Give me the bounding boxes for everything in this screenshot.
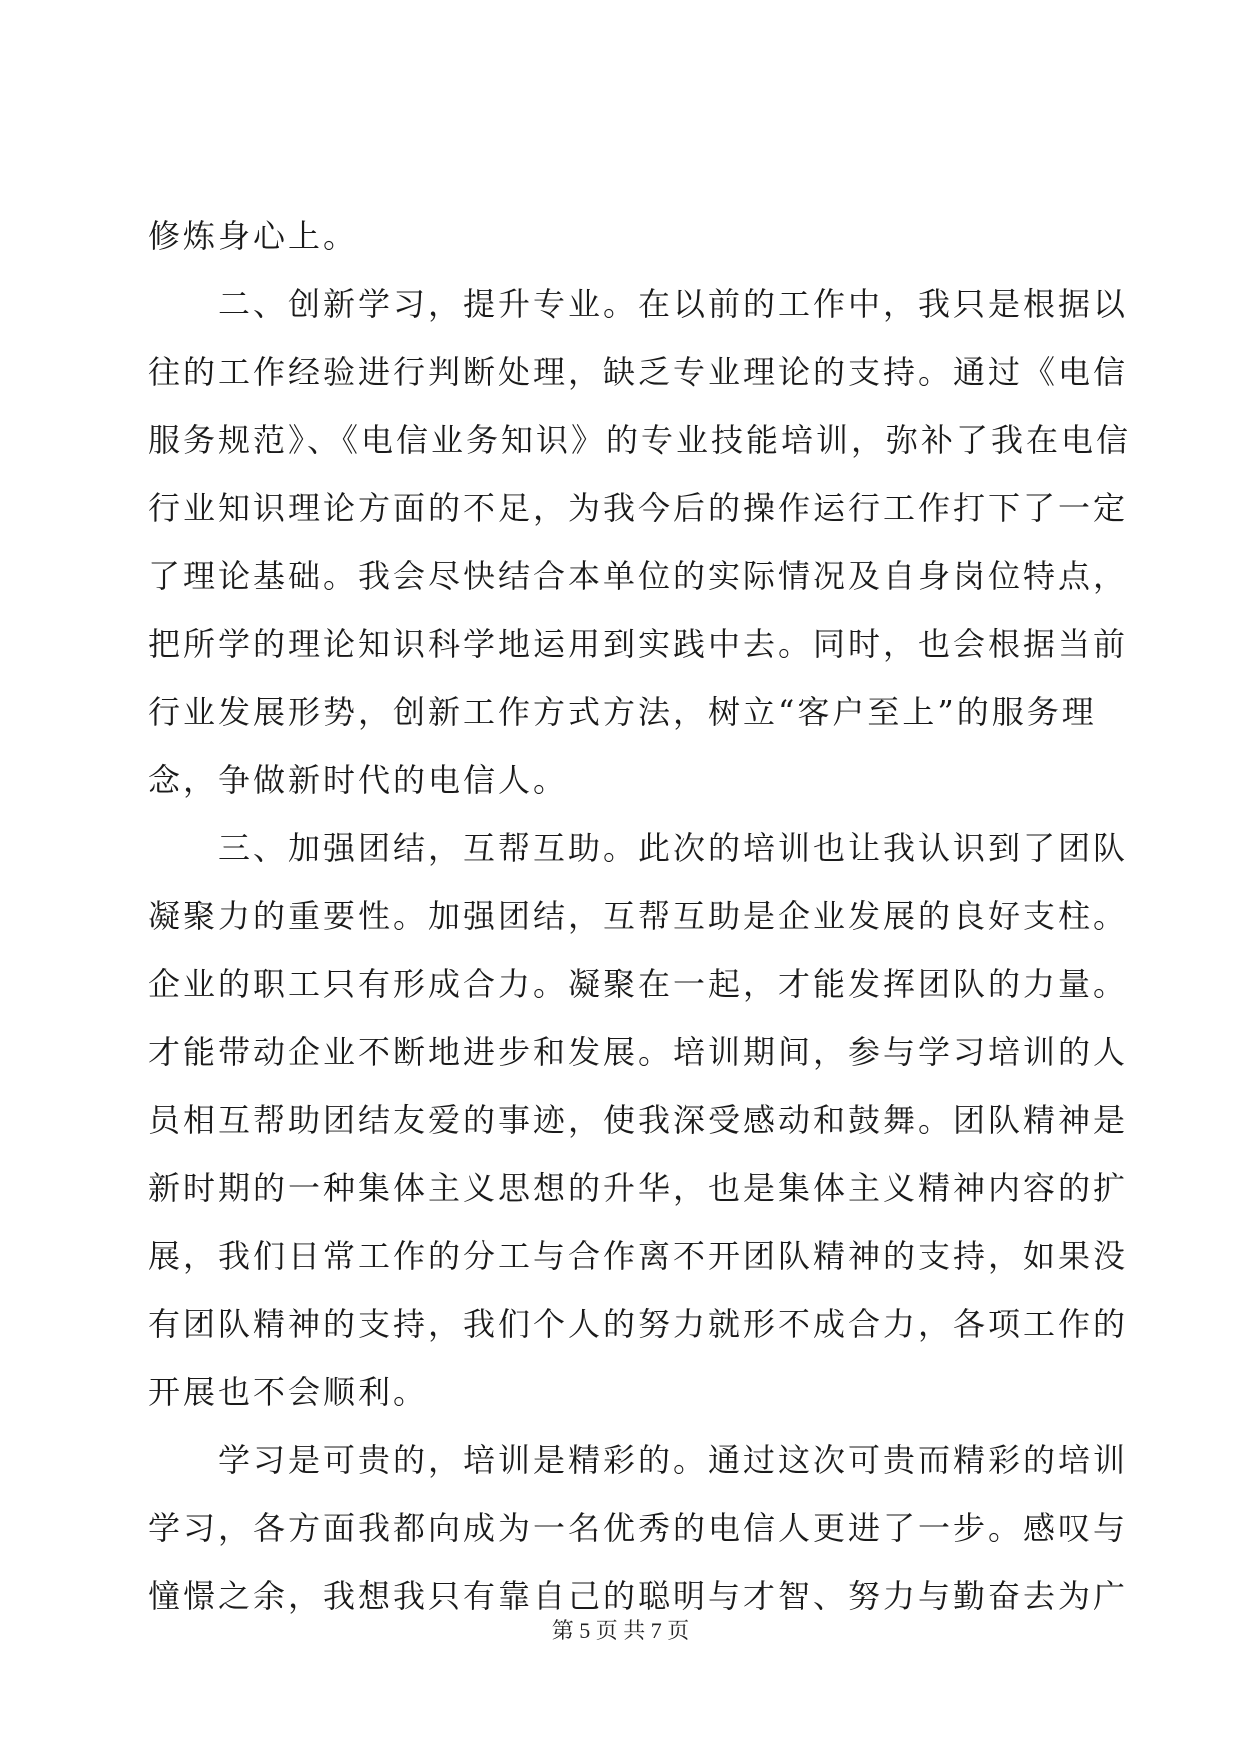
text-line: 把所学的理论知识科学地运用到实践中去。同时，也会根据当前	[148, 625, 1129, 663]
text-line: 展，我们日常工作的分工与合作离不开团队精神的支持，如果没	[148, 1237, 1129, 1275]
text-line: 憧憬之余，我想我只有靠自己的聪明与才智、努力与勤奋去为广	[148, 1577, 1129, 1615]
text-line: 往的工作经验进行判断处理，缺乏专业理论的支持。通过《电信	[148, 353, 1129, 391]
text-line: 服务规范》、《电信业务知识》的专业技能培训，弥补了我在电信	[148, 421, 1132, 459]
text-line: 企业的职工只有形成合力。凝聚在一起，才能发挥团队的力量。	[148, 965, 1129, 1003]
text-line: 二、创新学习，提升专业。在以前的工作中，我只是根据以	[148, 285, 1129, 323]
text-line: 三、加强团结，互帮互助。此次的培训也让我认识到了团队	[148, 829, 1129, 867]
text-line: 学习，各方面我都向成为一名优秀的电信人更进了一步。感叹与	[148, 1509, 1129, 1547]
text-line: 了理论基础。我会尽快结合本单位的实际情况及自身岗位特点，	[148, 557, 1129, 595]
text-line: 念，争做新时代的电信人。	[148, 761, 569, 799]
text-line: 行业发展形势，创新工作方式方法，树立“客户至上”的服务理	[148, 693, 1097, 731]
page-number-footer: 第 5 页 共 7 页	[551, 1618, 690, 1643]
text-line: 新时期的一种集体主义思想的升华，也是集体主义精神内容的扩	[148, 1169, 1129, 1207]
text-line: 才能带动企业不断地进步和发展。培训期间，参与学习培训的人	[148, 1033, 1129, 1071]
document-body	[148, 202, 1132, 1630]
text-line: 凝聚力的重要性。加强团结，互帮互助是企业发展的良好支柱。	[148, 897, 1129, 935]
text-line: 行业知识理论方面的不足，为我今后的操作运行工作打下了一定	[148, 489, 1129, 527]
text-line: 修炼身心上。	[148, 217, 359, 255]
text-line: 有团队精神的支持，我们个人的努力就形不成合力，各项工作的	[148, 1305, 1129, 1343]
text-line: 开展也不会顺利。	[148, 1373, 429, 1411]
text-line: 员相互帮助团结友爱的事迹，使我深受感动和鼓舞。团队精神是	[148, 1101, 1129, 1139]
text-line: 学习是可贵的，培训是精彩的。通过这次可贵而精彩的培训	[148, 1441, 1129, 1479]
